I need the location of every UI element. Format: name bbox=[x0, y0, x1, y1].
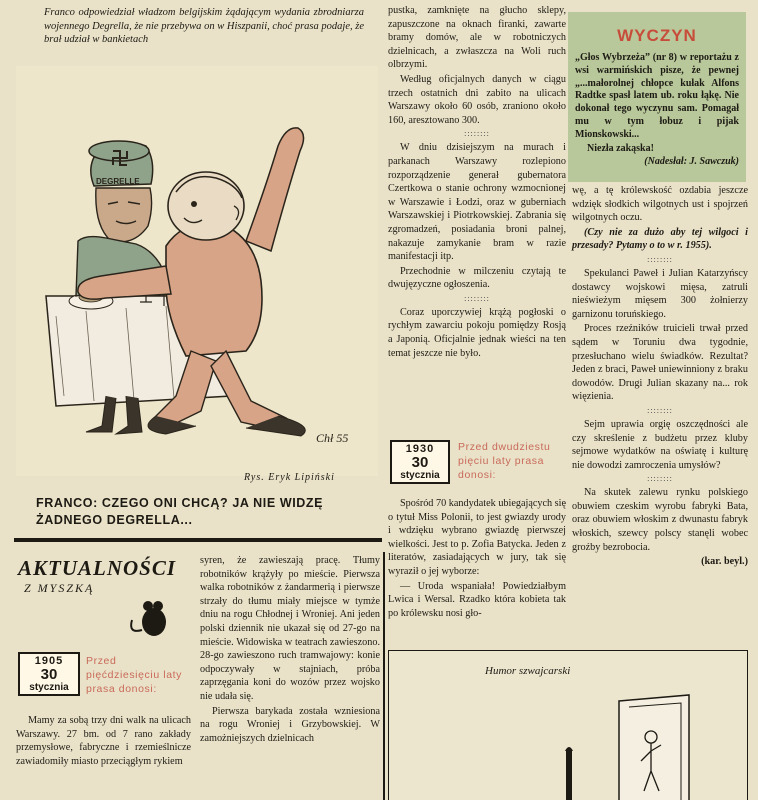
right-column bbox=[572, 184, 748, 569]
date-box-1905 bbox=[18, 652, 80, 696]
paragraph: Sejm uprawia orgię oszczędności ale czy skreślenie z budżetu przez kluby sejmowe wydatków na oświatę i kulturę nie dowodzi zamroczenia umysłów? bbox=[572, 418, 748, 471]
separator: :::::::: bbox=[464, 129, 490, 139]
paragraph: Coraz uporczywiej krążą pogłoski o rychłym zawarciu pokoju pomiędzy Rosją a Japonią. Oficjalnie jednak wieści na ten temat jeszcze nie było. bbox=[388, 306, 566, 359]
separator: :::::::: bbox=[647, 474, 673, 484]
wyczyn-title: WYCZYN bbox=[617, 26, 697, 45]
paragraph: Na skutek zalewu rynku polskiego obuwiem czeskim wyrobu fabryki Bata, oraz obuwiem włoskim z dwunastu fabryk włoskich, szewcy polscy stanęli wobec groźby bezrobocia. bbox=[572, 487, 748, 553]
middle-column bbox=[388, 4, 566, 361]
date-year: 1930 bbox=[405, 443, 435, 455]
humor-drawing bbox=[389, 651, 749, 800]
middle-column-lower bbox=[388, 497, 566, 621]
aktualnosci-subtitle: Z MYSZKĄ bbox=[24, 581, 95, 595]
history-heading: Przed dwudziestu pięciu laty prasa donosi: bbox=[458, 441, 551, 481]
column-divider bbox=[383, 552, 385, 800]
cap-label: DEGRELLE bbox=[96, 177, 140, 186]
aktualnosci-title: AKTUALNOŚCI bbox=[18, 556, 177, 580]
date-year: 1905 bbox=[34, 655, 64, 667]
paragraph: Pierwsza barykada została wzniesiona na rogu Wroniej i Grzybowskiej. W zamożniejszych dzielnicach bbox=[200, 705, 380, 744]
separator: :::::::: bbox=[464, 293, 490, 303]
cartoon-drawing bbox=[16, 66, 378, 476]
artist-signature: Chł 55 bbox=[316, 431, 349, 445]
separator: :::::::: bbox=[647, 254, 673, 264]
date-day: 30 bbox=[40, 666, 58, 683]
paragraph: Spośród 70 kandydatek ubiegających się o tytuł Miss Polonii, to jest gwiazdy urody i wdzięku wybrano gwiazdę pierwszej wielkości. Jest to p. Zofia Batycka. Jeden z literatów, zasiadających w jury, tak się wyraził o jej wyborze: bbox=[388, 498, 566, 577]
paragraph: Mamy za sobą trzy dni walk na ulicach Warszawy. 27 bm. od 7 rano zakłady przemysłowe, fabryczne i rzemieślnicze zawiadomiły miasto przeciągłym rykiem bbox=[16, 715, 191, 767]
aktualnosci-column-2 bbox=[200, 554, 380, 746]
paragraph: W dniu dzisiejszym na murach i parkanach Warszawy rozlepiono rozporządzenie generał gubernatora Czertkowa o stanie ochrony wzmocnionej w Warszawie i Łodzi, oraz w guberniach Warszawskiej i Piotrkowskiej. Zabrania się zgromadzeń, posiadania broni palnej, nakazuje zamykanie bram w razie manifestacji itp. bbox=[388, 142, 566, 263]
illustration-credit: Rys. Eryk Lipiński bbox=[244, 472, 335, 483]
cartoon-caption: Franco odpowiedział władzom belgijskim żądającym wydania zbrodniarza wojennego Degrella, że nie przebywa on w Hiszpanii, choć prasa podaje, że brał udział w bankietach bbox=[44, 7, 364, 45]
wyczyn-box bbox=[568, 12, 746, 182]
editor-comment: (Czy nie za dużo aby tej wilgoci i przesady? Pytamy o to w r. 1955). bbox=[572, 226, 748, 252]
paragraph: — Uroda wspaniała! Powiedziałbym Lwica i Wersal. Rzadko która kobieta tak po królewsku nosi gło- bbox=[388, 580, 566, 619]
wyczyn-closing: Niezła zakąska! bbox=[587, 142, 654, 154]
paragraph: Spekulanci Paweł i Julian Katarzyńscy dostawcy wojskowi mięsa, zatruli nieświeżym mięsem 300 żołnierzy garnizonu toruńskiego. bbox=[572, 267, 748, 320]
section-divider bbox=[14, 538, 382, 542]
aktualnosci-logo bbox=[18, 556, 188, 646]
date-month: stycznia bbox=[400, 470, 440, 481]
paragraph: syren, że zawieszają pracę. Tłumy robotników krążyły po mieście. Pierwsza walka robotników z żandarmerią i pierwsze strzały do tłumu miały miejsce w tymże dniu na rogu Chłodnej i Wroniej. Ani jeden polski dziennik nie ukazał się od 27-go na mieście. Widowiska w teatrach zawieszono. 28-go zawieszono ruch tramwajowy: konie odpoczywały w stajniach, próba zaprzęgania koni do wozów przez wojsko nie udała się. bbox=[200, 555, 380, 702]
date-day: 30 bbox=[411, 454, 429, 471]
humor-title: Humor szwajcarski bbox=[485, 665, 571, 677]
paragraph: pustka, zamknięte na głucho sklepy, zapuszczone na oknach firanki, zawarte bramy domów, ale w robotniczych dzielnicach, a zwłaszcza na Woli ruch olbrzymi. bbox=[388, 5, 566, 71]
paragraph: Przechodnie w milczeniu czytają te dwujęzyczne ogłoszenia. bbox=[388, 265, 566, 291]
separator: :::::::: bbox=[647, 405, 673, 415]
aktualnosci-text bbox=[16, 714, 191, 769]
mouse-icon bbox=[124, 590, 184, 640]
paragraph: wę, a tę królewskość ozdabia jeszcze wdzięk słodkich wilgotnych ust i spojrzeń wilgotnych oczu. bbox=[572, 185, 748, 224]
humor-box bbox=[388, 650, 748, 800]
date-box-1930 bbox=[390, 440, 450, 484]
cartoon-headline: FRANCO: CZEGO ONI CHCĄ? JA NIE WIDZĘ ŻADNEGO DEGRELLA... bbox=[36, 496, 324, 527]
date-month: stycznia bbox=[29, 682, 69, 693]
paragraph: Proces rzeźników truicieli trwał przed sądem w Toruniu dwa tygodnie, przesłuchano wielu świadków. Rezultat? Jeden z braci, Paweł uniewinniony z braku dowodów. Drugi Julian skazany na... rok więzienia. bbox=[572, 323, 748, 403]
wyczyn-body: „Głos Wybrzeża” (nr 8) w reportażu z wsi warmińskich pisze, że pewnej „...małorolnej chłopce kułak Alfons Radtke spasł latem ub. roku łąkę. Nie dokonał tego wyczynu sam. Pomagał mu w tym łobuz i pijak Mionskowski... bbox=[575, 52, 739, 140]
history-heading: Przed pięćdziesięciu laty prasa donosi: bbox=[86, 655, 183, 695]
wyczyn-sender: (Nadesłał: J. Sawczuk) bbox=[644, 155, 739, 167]
cartoon-illustration bbox=[16, 66, 378, 476]
author-signoff: (kar. beyl.) bbox=[701, 556, 748, 568]
paragraph: Według oficjalnych danych w ciągu trzech ostatnich dni zabito na ulicach Warszawy około 60 osób, zraniono około 160, aresztowano 300. bbox=[388, 73, 566, 126]
